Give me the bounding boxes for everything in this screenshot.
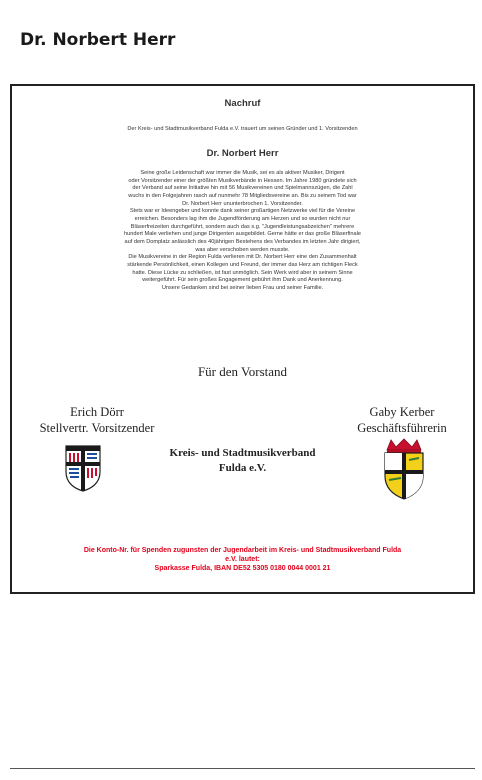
donation-notice-line1: Die Konto-Nr. für Spenden zugunsten der Jugendarbeit im Kreis- und Stadtmusikverband Fulda <box>83 547 402 554</box>
body-line: hundert Male verliehen und junge Dirigenten ausgebildet. Gerne hätte er das große Bläserfinale <box>124 231 361 238</box>
body-line: Unsere Gedanken sind bei seiner lieben Frau und seiner Familie. <box>161 284 324 291</box>
fulda-crest-icon <box>381 438 427 500</box>
obituary-intro: Der Kreis- und Stadtmusikverband Fulda e.V. trauert um seinen Gründer und 1. Vorsitzenden <box>127 126 358 132</box>
signer-left <box>22 404 172 436</box>
body-line: Dr. Norbert Herr ununterbrochen 1. Vorsitzender. <box>182 200 303 207</box>
body-line: hatte. Diese Lücke zu schließen, ist fast unmöglich. Sein Werk wird aber in seinem Sinne <box>132 269 353 276</box>
body-line: stärkende Persönlichkeit, einen Kollegen und Freund, der immer das Herz am richtigen Fleck <box>127 261 358 268</box>
body-line: wuchs in den Folgejahren rasch auf nunmehr 78 Mitgliedsvereine an. Bis zu seinem Tod war <box>128 192 357 199</box>
signer-left-role: Stellvertr. Vorsitzender <box>39 421 155 435</box>
body-line: erreichen. Besonders lag ihm die Jugendförderung am Herzen und so wurden nicht nur <box>134 215 351 222</box>
body-line: Die Musikvereine in der Region Fulda verlieren mit Dr. Norbert Herr eine den Zusammenhalt <box>128 254 357 261</box>
page-title: Dr. Norbert Herr <box>20 30 176 50</box>
association-name-line1: Kreis- und Stadtmusikverband <box>169 447 316 459</box>
signer-left-name: Erich Dörr <box>70 405 124 419</box>
signer-right-role: Geschäftsführerin <box>357 421 447 435</box>
obituary-body <box>52 170 433 293</box>
donation-notice <box>18 547 467 573</box>
body-line: auf dem Domplatz anlässlich des 40jährigen Bestehens des Verbandes im letzten Jahr dirigiert, <box>124 238 361 245</box>
obituary-document <box>10 84 475 594</box>
deceased-name: Dr. Norbert Herr <box>206 148 279 159</box>
obituary-heading: Nachruf <box>224 98 261 109</box>
donation-notice-line2: e.V. lautet: <box>225 555 260 563</box>
association-name-line2: Fulda e.V. <box>218 462 267 474</box>
donation-notice-line3: Sparkasse Fulda, IBAN DE52 5305 0180 0044 0001 21 <box>154 564 331 572</box>
body-line: was aber verschoben werden musste. <box>195 246 290 253</box>
bottom-divider <box>10 768 475 769</box>
body-line: weitergeführt. Für sein großes Engagement gebührt ihm Dank und Anerkennung. <box>142 277 343 284</box>
body-line: Bläserfreizeiten durchgeführt, sondern auch das s.g. "Jugendleistungsabzeichen" mehrere <box>130 223 355 230</box>
body-line: oder Vorsitzender einer der größten Musikverbände in Hessen. Im Jahre 1980 gründete sich <box>128 177 357 184</box>
signer-right-name: Gaby Kerber <box>369 405 435 419</box>
body-line: Seine große Leidenschaft war immer die Musik, sei es als aktiver Musiker, Dirigent <box>140 170 345 176</box>
board-signature-heading: Für den Vorstand <box>197 364 288 379</box>
body-line: der Verband auf seine Initiative hin mit 56 Musikvereinen und Spielmannszügen, die Zahl <box>132 185 353 192</box>
signer-right <box>337 404 467 436</box>
body-line: Stets war er Ideengeber und konnte dank seiner großartigen Netzwerke viel für die Vereine <box>129 208 356 215</box>
